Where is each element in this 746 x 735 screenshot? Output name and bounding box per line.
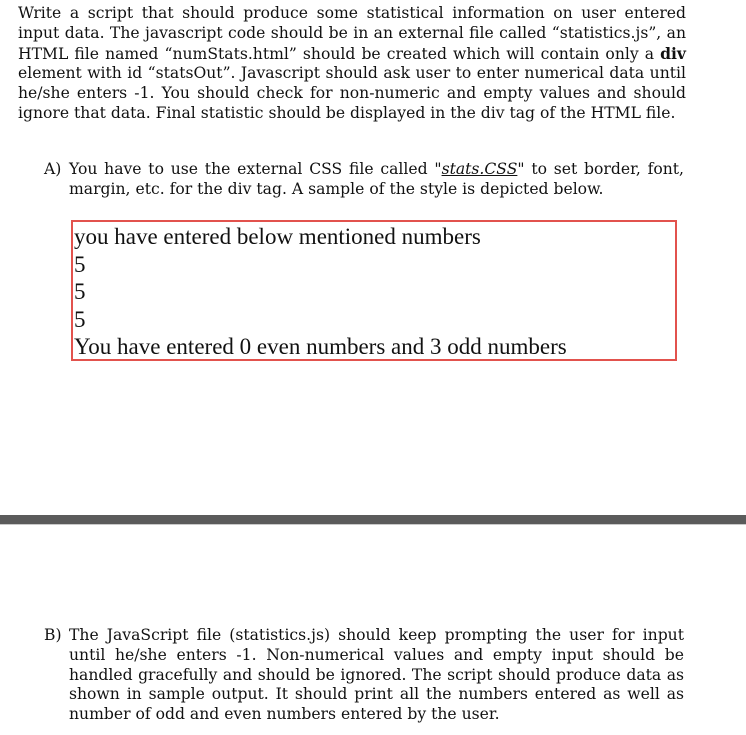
requirement-a (44, 160, 684, 200)
css-file-name: stats.CSS (441, 160, 518, 178)
intro-paragraph (18, 4, 686, 124)
intro-text-part2: element with id “statsOut”. Javascript should ask user to enter numerical data until he/she enters -1. You should check for non-numeric and empty values and should ignore that data. Final statistic should be displayed in the div tag of the HTML file. (18, 64, 686, 122)
requirement-b (44, 626, 684, 725)
sample-output-box (71, 220, 677, 361)
intro-text-part1: Write a script that should produce some statistical information on user entered input data. The javascript code should be in an external file called “statistics.js”, an HTML file named “numStats.html” should be created which will contain only a (18, 4, 686, 63)
intro-div-keyword: div (660, 43, 686, 63)
sample-number-2: 5 (74, 279, 86, 304)
sample-output-summary: You have entered 0 even numbers and 3 odd numbers (74, 334, 567, 359)
requirement-b-text: The JavaScript file (statistics.js) should keep prompting the user for input until he/she enters -1. Non-numerical values and empty input should be handled gracefully and should be ignored. The script should produce data as shown in sample output. It should print all the numbers entered as well as number of odd and even numbers entered by the user. (69, 626, 684, 724)
requirement-b-marker: B) (44, 626, 62, 644)
requirement-a-text-after: " to set border, font, margin, etc. for the div tag. A sample of the style is depicted below. (69, 160, 684, 198)
page-divider (0, 515, 746, 525)
sample-number-1: 5 (74, 251, 86, 277)
sample-number-3: 5 (74, 306, 86, 332)
requirement-a-marker: A) (44, 160, 62, 178)
requirement-a-text-before: You have to use the external CSS file called " (69, 160, 442, 178)
sample-output-heading: you have entered below mentioned numbers (74, 224, 481, 249)
